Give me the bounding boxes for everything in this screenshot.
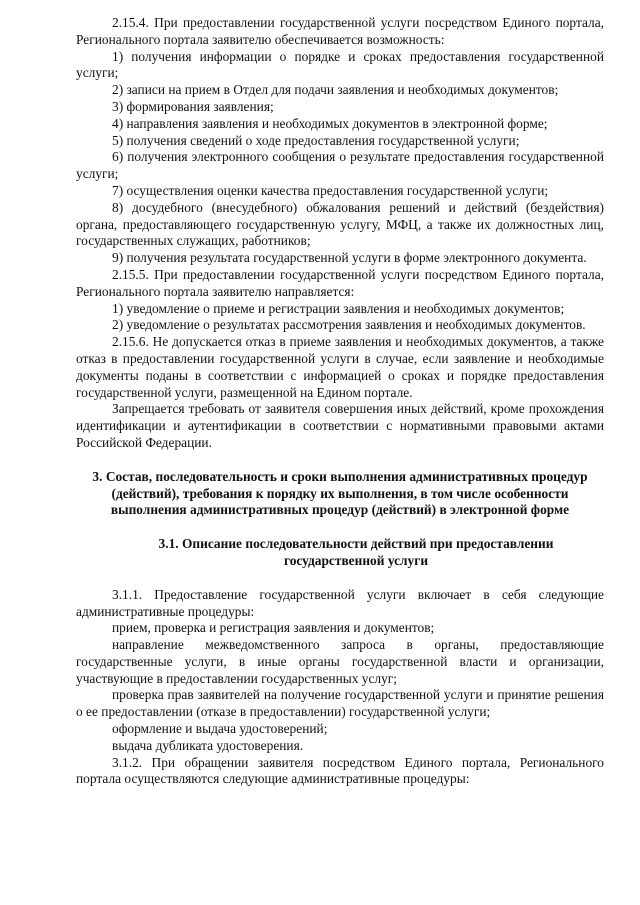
- paragraph: 3.1.1. Предоставление государственной услуги включает в себя следующие административные процедуры:: [76, 586, 604, 619]
- paragraph: 6) получения электронного сообщения о результате предоставления государственной услуги;: [76, 149, 604, 182]
- paragraph: оформление и выдача удостоверений;: [112, 721, 328, 737]
- paragraph: 2.15.6. Не допускается отказ в приеме заявления и необходимых документов, а также отказ в предоставлении государственной услуги в случае, если заявление и необходимые документы поданы в соответствии с информацией о сроках и порядке предоставления государственной услуги, размещенной на Едином портале.: [76, 334, 604, 400]
- paragraph: 1) получения информации о порядке и сроках предоставления государственной услуги;: [76, 48, 604, 81]
- paragraph: 2.15.5. При предоставлении государственной услуги посредством Единого портала, Регионального портала заявителю направляется:: [76, 266, 604, 299]
- paragraph: 9) получения результата государственной услуги в форме электронного документа.: [112, 250, 587, 266]
- paragraph: проверка прав заявителей на получение государственной услуги и принятие решения о ее предоставлении (отказе в предоставлении) государственной услуги;: [76, 687, 604, 720]
- spacer: [76, 519, 604, 536]
- paragraph: направление межведомственного запроса в органы, предоставляющие государственные услуги, в иные органы государственной власти и организации, участвующие в предоставлении государственных услуг;: [76, 637, 604, 686]
- paragraph: 2.15.4. При предоставлении государственной услуги посредством Единого портала, Регионального портала заявителю обеспечивается возможность:: [76, 15, 604, 47]
- paragraph: 8) досудебного (внесудебного) обжалования решений и действий (бездействия) органа, предоставляющего государственную услугу, МФЦ, а также их должностных лиц, государственных служащих, работников;: [76, 199, 604, 249]
- paragraph: 1) уведомление о приеме и регистрации заявления и необходимых документов;: [112, 300, 565, 316]
- paragraph: 5) получения сведений о ходе предоставления государственной услуги;: [112, 132, 520, 148]
- paragraph: выдача дубликата удостоверения.: [112, 737, 304, 753]
- spacer: [76, 570, 604, 587]
- section-heading: 3. Состав, последовательность и сроки выполнения административных процедур (действий), требования к порядку их выполнения, в том числе особенности выполнения административных процедур (действий) в электронной форме: [92, 468, 588, 518]
- paragraph: 2) записи на прием в Отдел для подачи заявления и необходимых документов;: [112, 82, 559, 98]
- paragraph: 2) уведомление о результатах рассмотрения заявления и необходимых документов.: [112, 317, 586, 333]
- paragraph: Запрещается требовать от заявителя совершения иных действий, кроме прохождения идентификации и аутентификации в соответствии с нормативными правовыми актами Российской Федерации.: [76, 401, 604, 450]
- paragraph: 7) осуществления оценки качества предоставления государственной услуги;: [112, 182, 549, 198]
- paragraph: 4) направления заявления и необходимых документов в электронной форме;: [112, 115, 548, 131]
- paragraph: 3.1.2. При обращении заявителя посредством Единого портала, Регионального портала осуществляются следующие административные процедуры:: [76, 754, 604, 787]
- paragraph: 3) формирования заявления;: [112, 98, 274, 114]
- document-page: [76, 15, 604, 788]
- paragraph: прием, проверка и регистрация заявления и документов;: [112, 620, 435, 636]
- subsection-heading: 3.1. Описание последовательности действий при предоставлении государственной услуги: [158, 536, 554, 568]
- spacer: [76, 452, 604, 469]
